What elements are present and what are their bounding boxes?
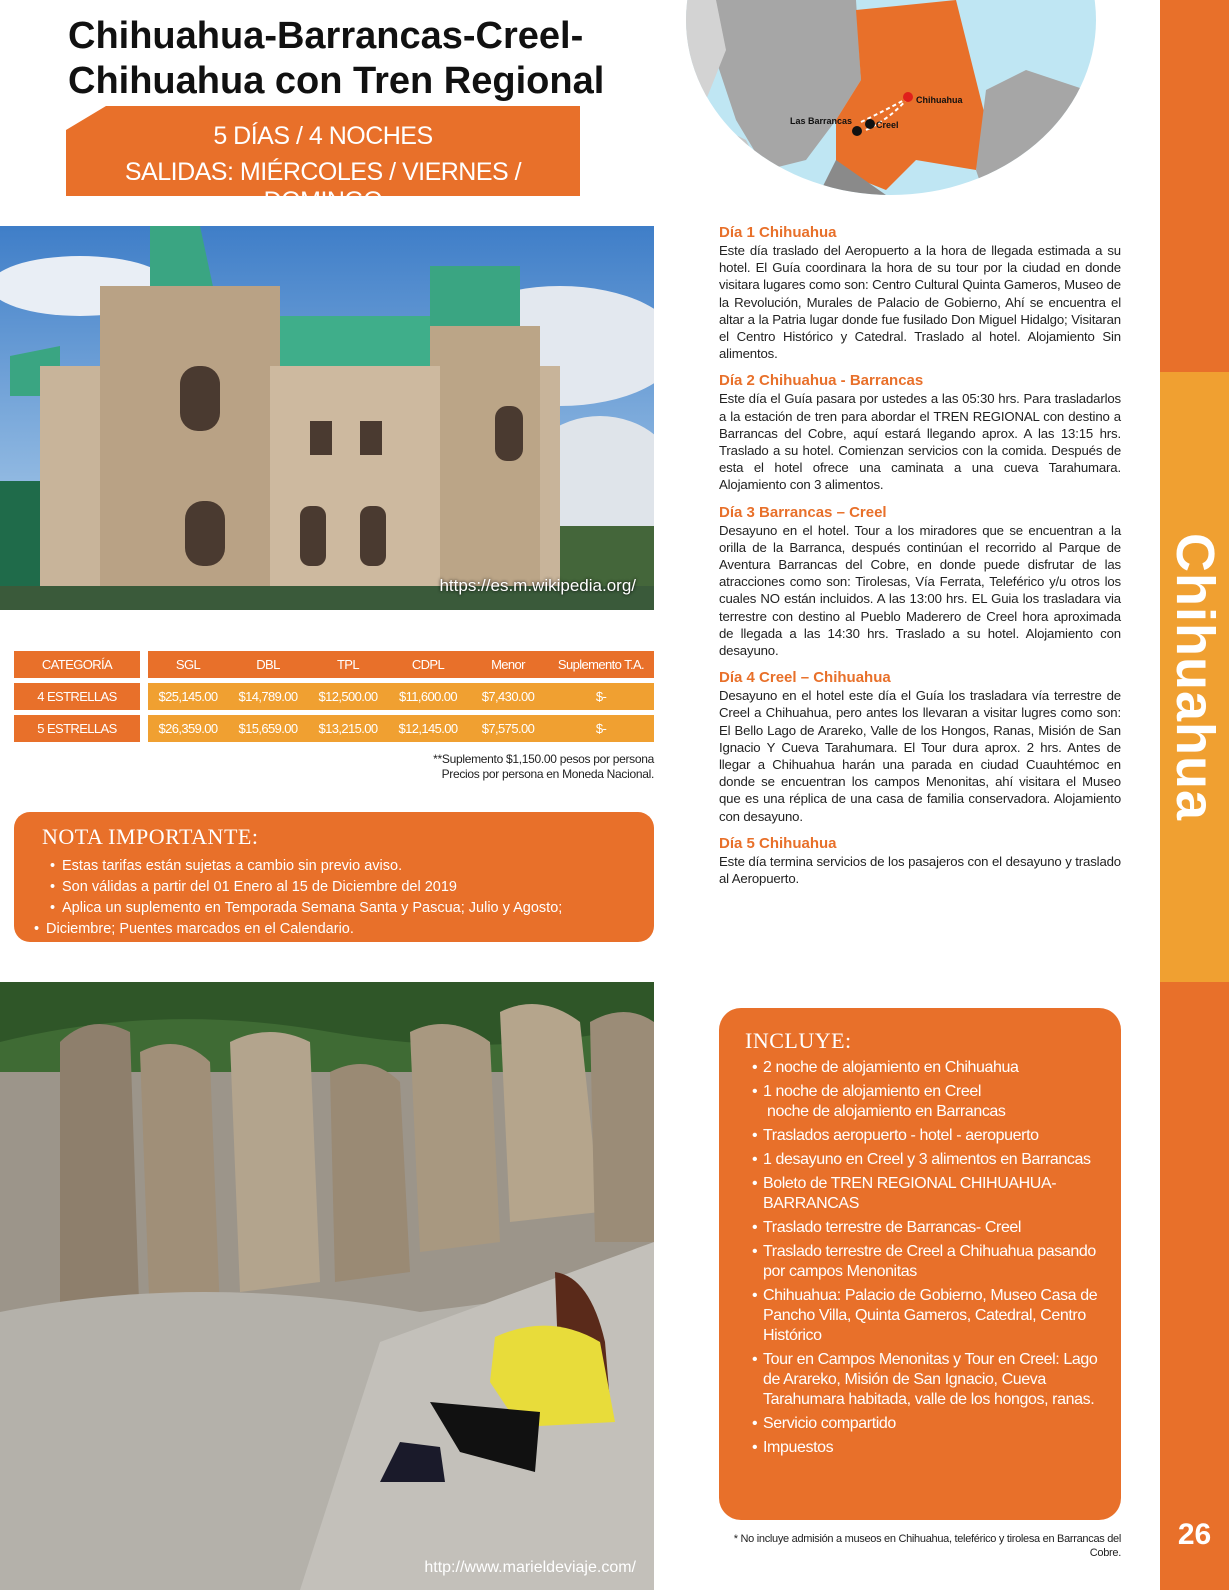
price-cell: $12,500.00: [318, 689, 378, 704]
route-map: [686, 0, 1096, 195]
list-item: • Son válidas a partir del 01 Enero al 15 de Diciembre del 2019: [62, 877, 642, 898]
includes-box: [719, 1008, 1121, 1520]
duration-ribbon: [66, 106, 580, 215]
day-title: Día 3 Barrancas – Creel: [719, 503, 887, 521]
creel-marker: [865, 119, 875, 129]
includes-title: INCLUYE:: [745, 1028, 852, 1053]
important-note-title: NOTA IMPORTANTE:: [42, 824, 259, 849]
day-description: Este día el Guía pasara por ustedes a las 05:30 hrs. Para trasladarlos a la estación de tren para abordar el TREN REGIONAL con destino a Barrancas del Cobre, aquí estará llegando aprox. A las 13:15 hrs. Traslado a su hotel. Comienzan servicios con la comida. Después de esta el hotel ofrece una caminata a una cueva Tarahumara. Alojamiento con 3 alimentos.: [719, 391, 1121, 493]
header-sgl: SGL: [175, 657, 201, 672]
palace-photo-credit: https://es.m.wikipedia.org/: [439, 576, 636, 595]
section-label-text: Chihuahua: [1164, 533, 1225, 821]
itinerary-day: [719, 372, 1121, 493]
list-item: • 1 desayuno en Creel y 3 alimentos en Barrancas: [763, 1150, 1103, 1170]
title-line-1: Chihuahua-Barrancas-Creel-: [68, 15, 584, 57]
title-line-2: Chihuahua con Tren Regional: [68, 60, 605, 102]
list-item: • Tour en Campos Menonitas y Tour en Creel: Lago de Arareko, Misión de San Ignacio, Cueva Tarahumara habitada, valle de los hongos, ranas.: [763, 1350, 1103, 1410]
header-menor: Menor: [491, 657, 525, 672]
day-description: Desayuno en el hotel. Tour a los miradores que se encuentran a la orilla de la Barranca, después continúan el recorrido al Parque de Aventura Barrancas del Cobre, en donde puede disfrutar de las atracciones como son: Tirolesas, Vía Ferrata, Teleférico y/u otros los cuales NO están incluidos. A las 13:00 hrs. EL Guia los trasladara via terrestre con destino al Pueblo Maderero de Creel hora aproximada de llegada a las 14:30 hrs. Traslado a su hotel. Alojamiento con desayuno.: [719, 522, 1121, 659]
price-cell: $15,659.00: [238, 721, 298, 736]
price-cell: $7,430.00: [481, 689, 535, 704]
list-item: • Traslado terrestre de Barrancas- Creel: [763, 1218, 1103, 1238]
chihuahua-marker: [903, 92, 913, 102]
palace-photo: [0, 226, 654, 610]
price-cell: $-: [595, 689, 607, 704]
list-item: • Boleto de TREN REGIONAL CHIHUAHUA-BARRANCAS: [763, 1174, 1103, 1214]
list-item: • Impuestos: [763, 1438, 1103, 1458]
list-item-continuation: • Diciembre; Puentes marcados en el Calendario.: [46, 919, 642, 940]
day-title: Día 2 Chihuahua - Barrancas: [719, 372, 924, 390]
header-suplemento: Suplemento T.A.: [557, 657, 645, 672]
header-category: CATEGORÍA: [14, 651, 140, 678]
day-title: Día 4 Creel – Chihuahua: [719, 669, 891, 687]
price-cell: $12,145.00: [398, 721, 458, 736]
list-item: • Traslados aeropuerto - hotel - aeropuerto: [763, 1126, 1103, 1146]
list-item: noche de alojamiento en Barrancas: [767, 1103, 1006, 1120]
duration-text: 5 DÍAS / 4 NOCHES: [213, 122, 433, 150]
map-label-creel: Creel: [876, 120, 899, 130]
day-description: Desayuno en el hotel este día el Guía los trasladara vía terrestre de Creel a Chihuahua, pero antes los llevaran a visitar lugres como son: El Bello Lago de Arareko, Valle de los Hongos, Ranas, Misión de San Ignacio Y Cueva Tarahumara. El Tour dura aprox. 2 hrs. Antes de llegar a Chihuahua harán una parada en ciudad Cuauhtémoc en donde se encuentran los campos Menonitas, ahí visitara el Museo que es una réplica de una casa de familia conservadora. Alojamiento con desayuno.: [719, 688, 1121, 824]
list-item: • 2 noche de alojamiento en Chihuahua: [763, 1058, 1103, 1078]
price-note-currency: Precios por persona en Moneda Nacional.: [441, 767, 654, 781]
list-item: • Servicio compartido: [763, 1414, 1103, 1434]
price-note-supplement: **Suplemento $1,150.00 pesos por persona: [433, 752, 654, 766]
includes-list: [763, 1058, 1103, 1462]
price-cell: $25,145.00: [158, 689, 218, 704]
rock-formations-photo: [0, 982, 654, 1590]
sidebar-section-label: [1160, 372, 1229, 982]
list-item: • 1 noche de alojamiento en Creel: [763, 1082, 1103, 1102]
rock-photo-credit: http://www.marieldeviaje.com/: [424, 1559, 636, 1576]
important-note-list: [46, 856, 642, 940]
list-item: • Estas tarifas están sujetas a cambio sin previo aviso.: [62, 856, 642, 877]
page-title: [68, 14, 668, 104]
important-note-box: [14, 812, 654, 942]
price-cell: $13,215.00: [318, 721, 378, 736]
header-cdpl: CDPL: [411, 657, 445, 672]
map-label-chihuahua: Chihuahua: [916, 95, 963, 105]
price-cell: $7,575.00: [481, 721, 535, 736]
day-title: Día 5 Chihuahua: [719, 834, 837, 852]
header-tpl: TPL: [336, 657, 360, 672]
not-included-note: * No incluye admisión a museos en Chihuahua, teleférico y tirolesa en Barrancas del Cobre.: [733, 1533, 1121, 1559]
day-title: Día 1 Chihuahua: [719, 224, 837, 241]
list-item: • Aplica un suplemento en Temporada Semana Santa y Pascua; Julio y Agosto;: [62, 898, 642, 919]
header-dbl: DBL: [256, 657, 280, 672]
row-category: 4 ESTRELLAS: [14, 683, 140, 710]
price-cell: $14,789.00: [238, 689, 298, 704]
list-item: • Traslado terrestre de Creel a Chihuahua pasando por campos Menonitas: [763, 1242, 1103, 1282]
itinerary-day: [719, 835, 1121, 887]
departures-text: SALIDAS: MIÉRCOLES / VIERNES / DOMINGO: [124, 158, 522, 215]
map-label-barrancas: Las Barrancas: [790, 116, 853, 126]
list-item: • Chihuahua: Palacio de Gobierno, Museo Casa de Pancho Villa, Quinta Gameros, Catedral, Centro Histórico: [763, 1286, 1103, 1346]
barrancas-marker: [852, 126, 862, 136]
day-description: Este día traslado del Aeropuerto a la hora de llegada estimada a su hotel. El Guía coordinara la hora de su tour por la ciudad en donde visitara lugares como son: Centro Cultural Quinta Gameros, Museo de la Revolución, Murales de Palacio de Gobierno, Ahí se encuentra el altar a la Patria lugar donde fue fusilado Don Miguel Hidalgo; Visitaran el Centro Histórico y Catedral. Traslado al hotel. Alojamiento Sin alimentos.: [719, 243, 1121, 362]
itinerary-day: [719, 224, 1121, 362]
page-number: 26: [1177, 1518, 1212, 1551]
itinerary-day: [719, 669, 1121, 825]
table-row: [14, 683, 654, 710]
table-row: [14, 715, 654, 742]
day-description: Este día termina servicios de los pasajeros con el desayuno y traslado al Aeropuerto.: [719, 853, 1121, 887]
itinerary: [719, 224, 1121, 897]
itinerary-day: [719, 504, 1121, 660]
price-cell: $11,600.00: [398, 689, 458, 704]
price-cell: $-: [595, 721, 607, 736]
price-cell: $26,359.00: [158, 721, 218, 736]
row-category: 5 ESTRELLAS: [14, 715, 140, 742]
price-header-row: [14, 651, 654, 678]
